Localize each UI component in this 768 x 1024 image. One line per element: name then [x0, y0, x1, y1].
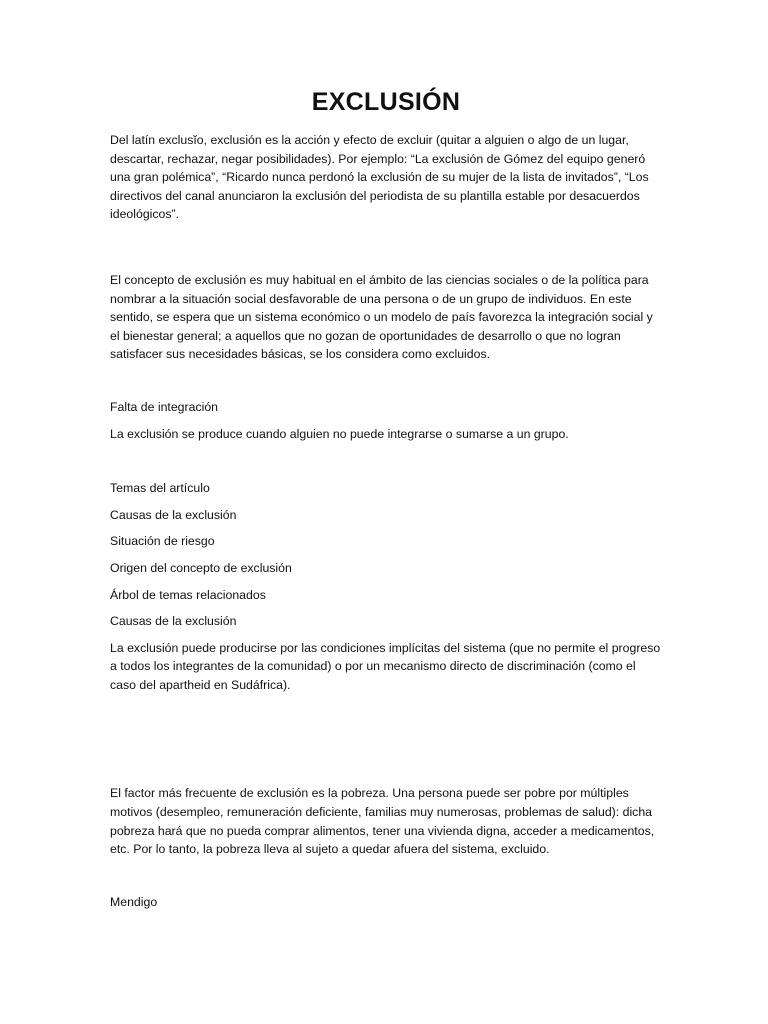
footer-word: Mendigo — [110, 894, 158, 909]
topic-item: Causas de la exclusión — [110, 507, 237, 522]
paragraph-social-concept: El concepto de exclusión es muy habitual en el ámbito de las ciencias sociales o de la política para nombrar a la situación social desfavorable de una persona o de un grupo de individuos. En este sentido, se espera que un sistema económico o un modelo de país favorezca la integración social y el bienestar general; a aquellos que no gozan de oportunidades de desarrollo o que no logran satisfacer sus necesidades básicas, se los considera como excluidos. — [110, 272, 653, 362]
topic-item: Situación de riesgo — [110, 534, 215, 549]
document-page — [110, 88, 662, 911]
heading-integration: Falta de integración — [110, 399, 219, 414]
paragraph-causes: La exclusión puede producirse por las condiciones implícitas del sistema (que no permite el progreso a todos los integrantes de la comunidad) o por un mecanismo directo de discriminación (como el caso del apartheid en Sudáfrica). — [110, 640, 661, 692]
topic-item: Causas de la exclusión — [110, 614, 237, 629]
paragraph-integration: La exclusión se produce cuando alguien no puede integrarse o sumarse a un grupo. — [110, 426, 569, 441]
paragraph-definition: Del latín exclusĭo, exclusión es la acción y efecto de excluir (quitar a alguien o algo de un lugar, descartar, rechazar, negar posibilidades). Por ejemplo: “La exclusión de Gómez del equipo generó una gran polémica”, “Ricardo nunca perdonó la exclusión de su mujer de la lista de invitados”, “Los directivos del canal anunciaron la exclusión del periodista de su plantilla estable por desacuerdos ideológicos”. — [110, 133, 649, 222]
topic-item: Árbol de temas relacionados — [110, 587, 266, 602]
paragraph-poverty: El factor más frecuente de exclusión es la pobreza. Una persona puede ser pobre por múltiples motivos (desempleo, remuneración deficiente, familias muy numerosas, problemas de salud): dicha pobreza hará que no pueda comprar alimentos, tener una vivienda digna, acceder a medicamentos, etc. Por lo tanto, la pobreza lleva al sujeto a quedar afuera del sistema, excluido. — [110, 786, 655, 857]
topic-item: Temas del artículo — [110, 481, 210, 496]
document-title: EXCLUSIÓN — [311, 88, 461, 116]
topic-item: Origen del concepto de exclusión — [110, 560, 292, 575]
